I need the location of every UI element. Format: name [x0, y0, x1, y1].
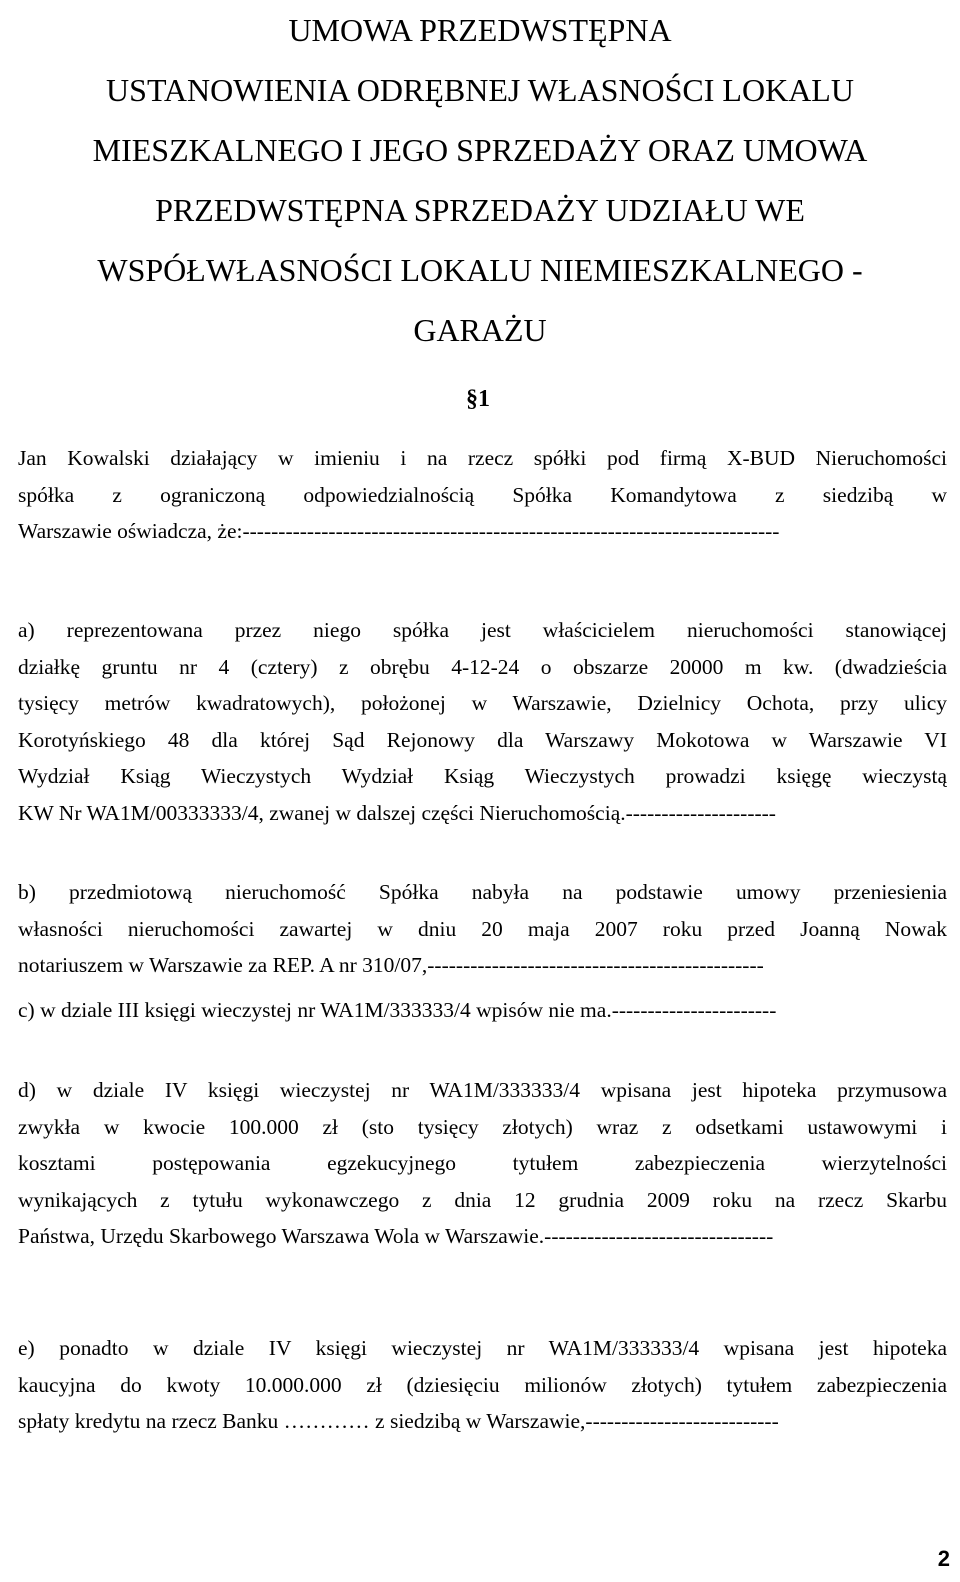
paragraph-b	[18, 874, 947, 984]
text-line: c) w dziale III księgi wieczystej nr WA1M/333333/4 wpisów nie ma.-----------------------	[18, 998, 777, 1022]
title-line: WSPÓŁWŁASNOŚCI LOKALU NIEMIESZKALNEGO -	[97, 252, 863, 288]
text-line: a) reprezentowana przez niego spółka jest właścicielem nieruchomości stanowiącej	[18, 618, 947, 642]
text-line: spółka z ograniczoną odpowiedzialnością Spółka Komandytowa z siedzibą w	[18, 482, 947, 507]
title-line: GARAŻU	[413, 312, 547, 348]
paragraph-e	[18, 1330, 947, 1440]
document-title	[0, 0, 960, 360]
text-line: b) przedmiotową nieruchomość Spółka nabyła na podstawie umowy przeniesienia	[18, 880, 947, 904]
text-line: Jan Kowalski działający w imieniu i na rzecz spółki pod firmą X-BUD Nieruchomości	[18, 446, 947, 470]
text-line: Warszawie oświadcza, że:---------------------------------------------------------------------------	[18, 519, 780, 543]
text-line: spłaty kredytu na rzecz Banku ………… z siedzibą w Warszawie,---------------------------	[18, 1409, 779, 1433]
section-number: §1	[466, 386, 490, 412]
text-line: kosztami postępowania egzekucyjnego tytułem zabezpieczenia wierzytelności	[18, 1151, 947, 1175]
page-number: 2	[937, 1546, 950, 1571]
title-line: UMOWA PRZEDWSTĘPNA	[288, 12, 672, 48]
text-line: d) w dziale IV księgi wieczystej nr WA1M/333333/4 wpisana jest hipoteka przymusowa	[18, 1078, 947, 1102]
paragraph-d	[18, 1072, 947, 1255]
title-line: PRZEDWSTĘPNA SPRZEDAŻY UDZIAŁU WE	[155, 192, 805, 228]
text-line: własności nieruchomości zawartej w dniu 20 maja 2007 roku przed Joanną Nowak	[18, 916, 947, 941]
text-line: notariuszem w Warszawie za REP. A nr 310/07,-----------------------------------------------	[18, 953, 764, 977]
text-line: wynikających z tytułu wykonawczego z dnia 12 grudnia 2009 roku na rzecz Skarbu	[18, 1187, 947, 1212]
text-line: działkę gruntu nr 4 (cztery) z obrębu 4-12-24 o obszarze 20000 m kw. (dwadzieścia	[18, 654, 947, 679]
text-line: KW Nr WA1M/00333333/4, zwanej w dalszej części Nieruchomością.---------------------	[18, 800, 776, 825]
text-line: tysięcy metrów kwadratowych), położonej w Warszawie, Dzielnicy Ochota, przy ulicy	[18, 691, 947, 715]
title-line: USTANOWIENIA ODRĘBNEJ WŁASNOŚCI LOKALU	[106, 72, 854, 108]
text-line: Wydział Ksiąg Wieczystych Wydział Ksiąg Wieczystych prowadzi księgę wieczystą	[18, 764, 947, 788]
text-line: Państwa, Urzędu Skarbowego Warszawa Wola w Warszawie.--------------------------------	[18, 1224, 774, 1248]
paragraph-intro	[18, 440, 947, 550]
text-line: e) ponadto w dziale IV księgi wieczystej nr WA1M/333333/4 wpisana jest hipoteka	[18, 1336, 947, 1360]
title-line: MIESZKALNEGO I JEGO SPRZEDAŻY ORAZ UMOWA	[92, 132, 868, 168]
text-line: Korotyńskiego 48 dla której Sąd Rejonowy dla Warszawy Mokotowa w Warszawie VI	[18, 727, 947, 752]
text-line: kaucyjna do kwoty 10.000.000 zł (dziesięciu milionów złotych) tytułem zabezpieczenia	[18, 1372, 947, 1397]
text-line: zwykła w kwocie 100.000 zł (sto tysięcy złotych) wraz z odsetkami ustawowymi i	[18, 1114, 947, 1139]
paragraph-c	[18, 992, 947, 1029]
paragraph-a	[18, 612, 947, 831]
